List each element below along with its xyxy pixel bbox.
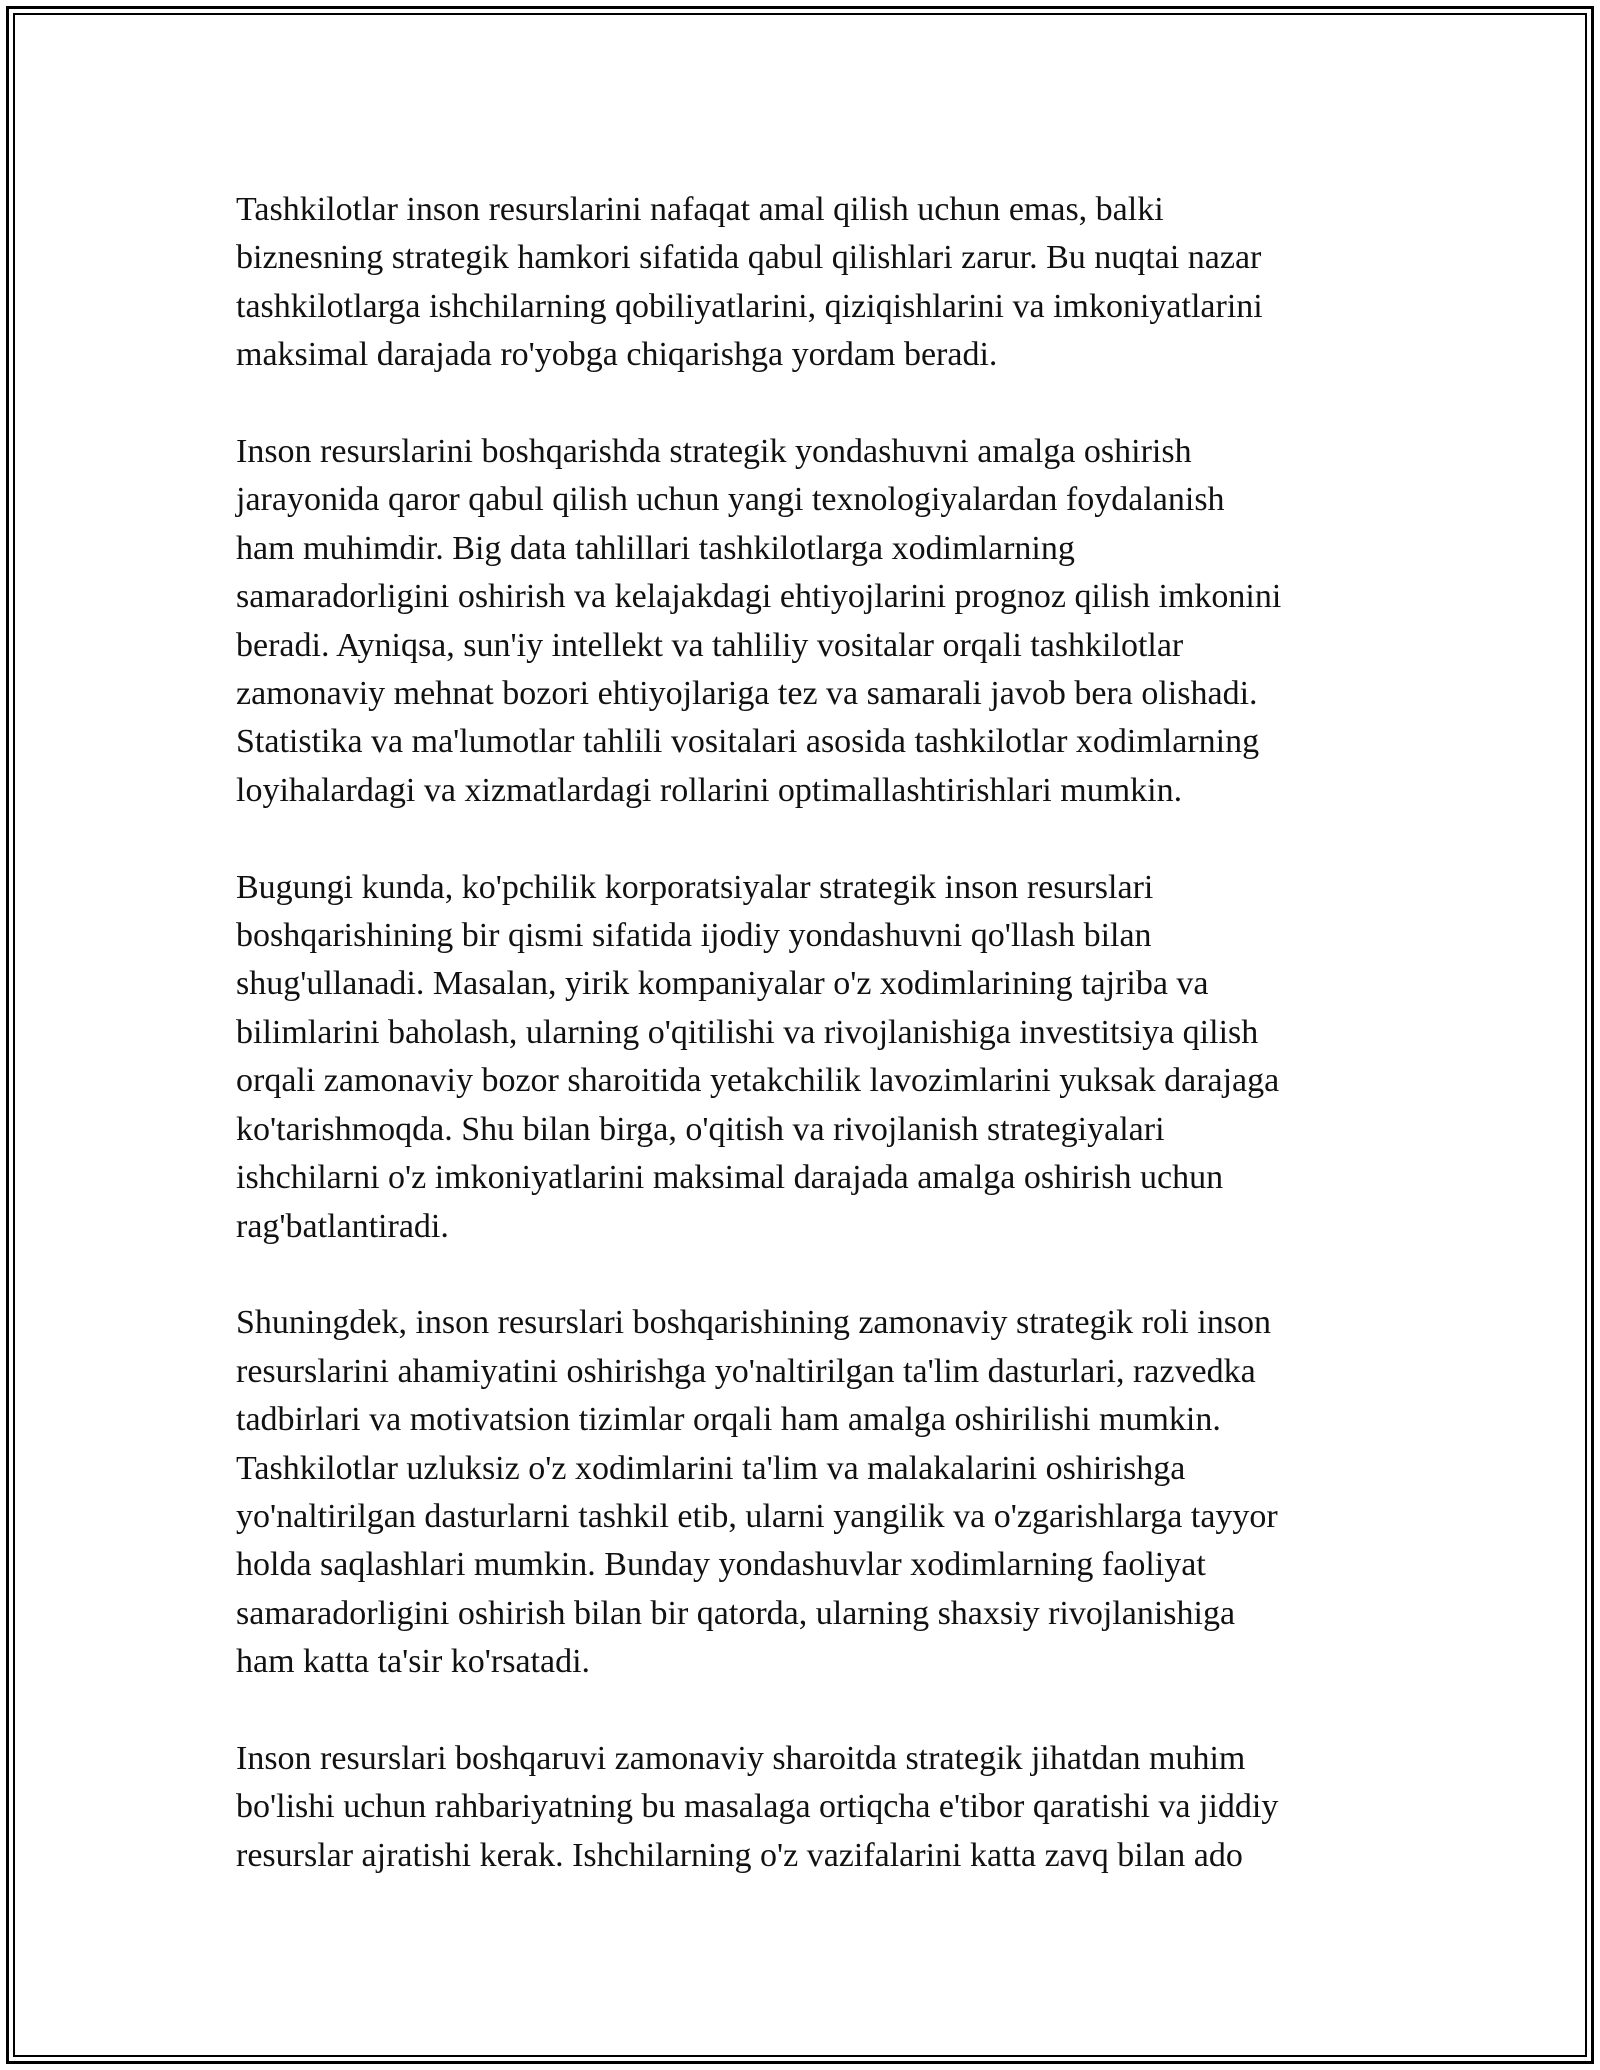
paragraph: Bugungi kunda, ko'pchilik korporatsiyalar strategik inson resurslari boshqarishining bir qismi sifatida ijodiy yondashuvni qo'llash bilan shug'ullanadi. Masalan, yirik kompaniyalar o'z xodimlarining tajriba va bilimlarini baholash, ularning o'qitilishi va rivojlanishiga investitsiya qilish orqali zamonaviy bozor sharoitida yetakchilik lavozimlarini yuksak darajaga ko'tarishmoqda. Shu bilan birga, o'qitish va rivojlanish strategiyalari ishchilarni o'z imkoniyatlarini maksimal darajada amalga oshirish uchun rag'batlantiradi. [236,868,1280,1245]
document-body [236,186,1366,1929]
paragraph: Inson resurslarini boshqarishda strategik yondashuvni amalga oshirish jarayonida qaror qabul qilish uchun yangi texnologiyalardan foydalanish ham muhimdir. Big data tahlillari tashkilotlarga xodimlarning samaradorligini oshirish va kelajakdagi ehtiyojlarini prognoz qilish imkonini beradi. Ayniqsa, sun'iy intellekt va tahliliy vositalar orqali tashkilotlar zamonaviy mehnat bozori ehtiyojlariga tez va samarali javob bera olishadi. Statistika va ma'lumotlar tahlili vositalari asosida tashkilotlar xodimlarning loyihalardagi va xizmatlardagi rollarini optimallashtirishlari mumkin. [236,433,1282,809]
paragraph: Tashkilotlar inson resurslarini nafaqat amal qilish uchun emas, balki biznesning strategik hamkori sifatida qabul qilishlari zarur. Bu nuqtai nazar tashkilotlarga ishchilarning qobiliyatlarini, qiziqishlarini va imkoniyatlarini maksimal darajada ro'yobga chiqarishga yordam beradi. [236,191,1263,374]
paragraph: Inson resurslari boshqaruvi zamonaviy sharoitda strategik jihatdan muhim bo'lishi uchun rahbariyatning bu masalaga ortiqcha e'tibor qaratishi va jiddiy resurslar ajratishi kerak. Ishchilarning o'z vazifalarini katta zavq bilan ado [236,1739,1279,1874]
paragraph: Shuningdek, inson resurslari boshqarishining zamonaviy strategik roli inson resurslarini ahamiyatini oshirishga yo'naltirilgan ta'lim dasturlari, razvedka tadbirlari va motivatsion tizimlar orqali ham amalga oshirilishi mumkin. Tashkilotlar uzluksiz o'z xodimlarini ta'lim va malakalarini oshirishga yo'naltirilgan dasturlarni tashkil etib, ularni yangilik va o'zgarishlarga tayyor holda saqlashlari mumkin. Bunday yondashuvlar xodimlarning faoliyat samaradorligini oshirish bilan bir qatorda, ularning shaxsiy rivojlanishiga ham katta ta'sir ko'rsatadi. [236,1304,1278,1681]
